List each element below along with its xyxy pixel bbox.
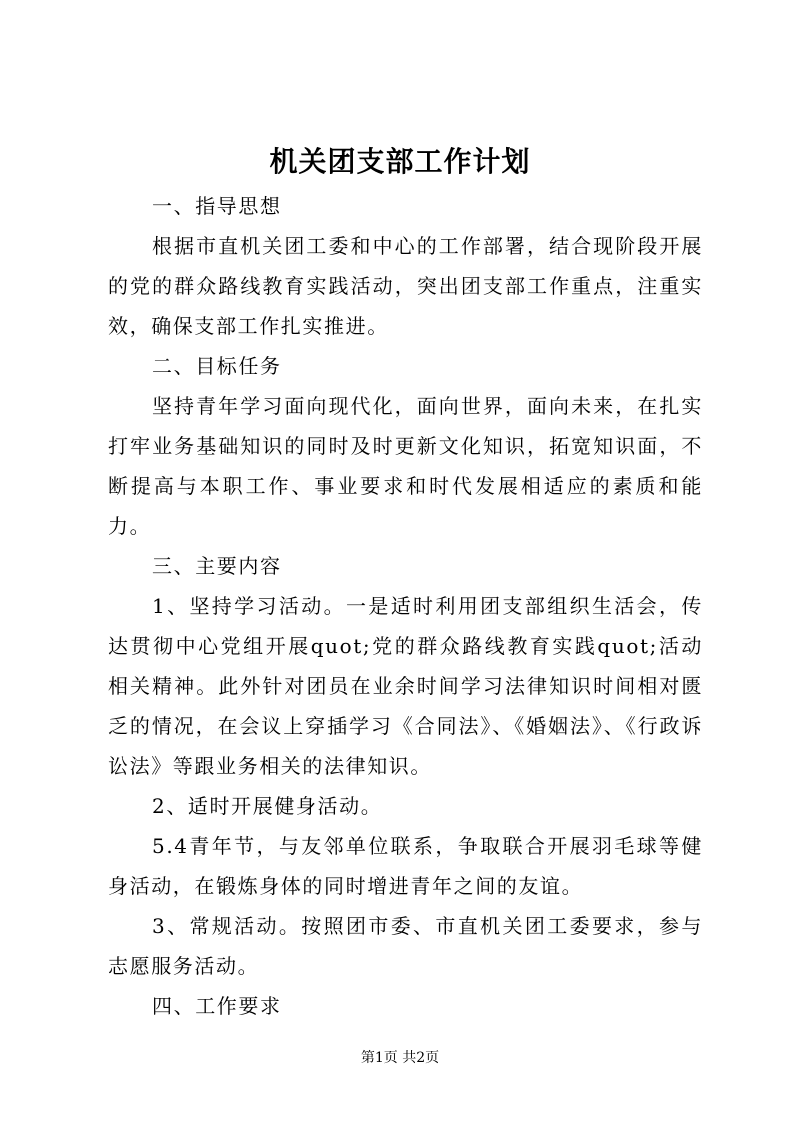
paragraph-regular-activities: 3、常规活动。按照团市委、市直机关团工委要求，参与志愿服务活动。 [108,914,703,978]
document-body [108,186,703,1026]
paragraph-fitness-heading: 2、适时开展健身活动。 [152,794,383,818]
paragraph-fitness-detail: 5.4青年节，与友邻单位联系，争取联合开展羽毛球等健身活动，在锻炼身体的同时增进青年之间的友谊。 [108,834,703,898]
section-heading-guiding-thought: 一、指导思想 [152,194,282,218]
section-heading-goals: 二、目标任务 [152,354,282,378]
section-heading-main-content: 三、主要内容 [152,554,282,578]
section-heading-requirements: 四、工作要求 [152,994,282,1018]
paragraph-goals: 坚持青年学习面向现代化，面向世界，面向未来，在扎实打牢业务基础知识的同时及时更新文化知识，拓宽知识面，不断提高与本职工作、事业要求和时代发展相适应的素质和能力。 [108,394,703,538]
paragraph-guiding-thought: 根据市直机关团工委和中心的工作部署，结合现阶段开展的党的群众路线教育实践活动，突出团支部工作重点，注重实效，确保支部工作扎实推进。 [108,234,703,338]
page-footer: 第1页 共2页 [360,1050,440,1066]
document-title: 机关团支部工作计划 [269,145,531,178]
paragraph-study-activities: 1、坚持学习活动。一是适时利用团支部组织生活会，传达贯彻中心党组开展quot;党的群众路线教育实践quot;活动相关精神。此外针对团员在业余时间学习法律知识时间相对匮乏的情况，在会议上穿插学习《合同法》、《婚姻法》、《行政诉讼法》等跟业务相关的法律知识。 [108,594,703,778]
